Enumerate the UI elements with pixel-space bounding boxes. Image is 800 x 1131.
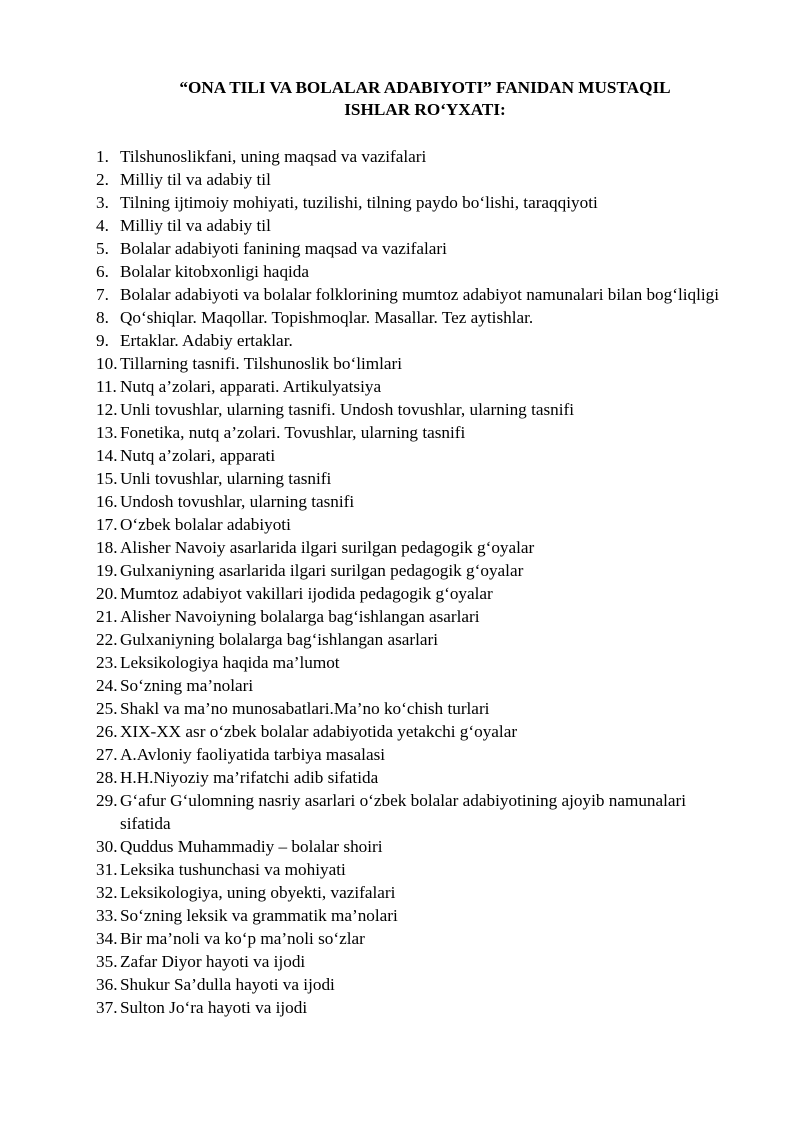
list-item-text: Tilshunoslikfani, uning maqsad va vazifalari xyxy=(120,147,427,166)
independent-work-list xyxy=(96,145,736,1019)
list-item xyxy=(96,375,736,398)
list-item xyxy=(96,168,736,191)
list-item xyxy=(96,720,736,743)
list-item-number: 19. xyxy=(96,561,118,580)
list-item-number: 28. xyxy=(96,768,118,787)
list-item-text: Shakl va ma’no munosabatlari.Ma’no ko‘chish turlari xyxy=(120,699,490,718)
list-item-number: 23. xyxy=(96,653,118,672)
list-item xyxy=(96,306,736,329)
list-item-number: 20. xyxy=(96,584,118,603)
list-item-text: Undosh tovushlar, ularning tasnifi xyxy=(120,492,355,511)
list-item-text: Tilning ijtimoiy mohiyati, tuzilishi, tilning paydo bo‘lishi, taraqqiyoti xyxy=(120,193,598,212)
list-item xyxy=(96,628,736,651)
list-item xyxy=(96,605,736,628)
list-item xyxy=(96,766,736,789)
list-item-number: 26. xyxy=(96,722,118,741)
list-item xyxy=(96,214,736,237)
list-item-text: Nutq a’zolari, apparati. Artikulyatsiya xyxy=(120,377,382,396)
list-item xyxy=(96,398,736,421)
list-item xyxy=(96,674,736,697)
list-item-text: Bolalar kitobxonligi haqida xyxy=(120,262,310,281)
list-item-text: XIX-XX asr o‘zbek bolalar adabiyotida yetakchi g‘oyalar xyxy=(120,722,518,741)
list-item-text: So‘zning leksik va grammatik ma’nolari xyxy=(120,906,398,925)
list-item-number: 2. xyxy=(96,170,109,189)
list-item-number: 11. xyxy=(96,377,117,396)
list-item-text: Leksika tushunchasi va mohiyati xyxy=(120,860,346,879)
list-item-number: 27. xyxy=(96,745,118,764)
list-item-number: 16. xyxy=(96,492,118,511)
list-item-text: G‘afur G‘ulomning nasriy asarlari o‘zbek bolalar adabiyotining ajoyib namunalari sifatida xyxy=(120,791,687,833)
list-item-text: Bolalar adabiyoti va bolalar folklorining mumtoz adabiyot namunalari bilan bog‘liqligi xyxy=(120,285,720,304)
list-item-text: Milliy til va adabiy til xyxy=(120,170,271,189)
list-item-text: H.H.Niyoziy ma’rifatchi adib sifatida xyxy=(120,768,379,787)
list-item-text: Mumtoz adabiyot vakillari ijodida pedagogik g‘oyalar xyxy=(120,584,493,603)
list-item xyxy=(96,904,736,927)
list-item-text: Gulxaniyning asarlarida ilgari surilgan pedagogik g‘oyalar xyxy=(120,561,524,580)
list-item-number: 22. xyxy=(96,630,118,649)
list-item-text: Leksikologiya haqida ma’lumot xyxy=(120,653,340,672)
list-item-text: Fonetika, nutq a’zolari. Tovushlar, ularning tasnifi xyxy=(120,423,466,442)
list-item xyxy=(96,260,736,283)
list-item-number: 21. xyxy=(96,607,118,626)
list-item xyxy=(96,858,736,881)
list-item-number: 7. xyxy=(96,285,109,304)
list-item-number: 14. xyxy=(96,446,118,465)
list-item xyxy=(96,697,736,720)
list-item-number: 35. xyxy=(96,952,118,971)
list-item xyxy=(96,513,736,536)
list-item xyxy=(96,743,736,766)
list-item-text: So‘zning ma’nolari xyxy=(120,676,254,695)
list-item xyxy=(96,651,736,674)
list-item xyxy=(96,536,736,559)
list-item xyxy=(96,559,736,582)
list-item xyxy=(96,881,736,904)
list-item xyxy=(96,283,736,306)
list-item xyxy=(96,352,736,375)
list-item-text: Sulton Jo‘ra hayoti va ijodi xyxy=(120,998,308,1017)
list-item-number: 37. xyxy=(96,998,118,1017)
list-item-number: 6. xyxy=(96,262,109,281)
list-item-text: Bolalar adabiyoti fanining maqsad va vazifalari xyxy=(120,239,447,258)
list-item-text: Alisher Navoiyning bolalarga bag‘ishlangan asarlari xyxy=(120,607,480,626)
list-item-text: Tillarning tasnifi. Tilshunoslik bo‘limlari xyxy=(120,354,403,373)
list-item xyxy=(96,490,736,513)
list-item-number: 34. xyxy=(96,929,118,948)
list-item xyxy=(96,421,736,444)
list-item-text: Zafar Diyor hayoti va ijodi xyxy=(120,952,306,971)
list-item-text: Shukur Sa’dulla hayoti va ijodi xyxy=(120,975,335,994)
list-item xyxy=(96,835,736,858)
list-item-text: Gulxaniyning bolalarga bag‘ishlangan asarlari xyxy=(120,630,439,649)
list-item-number: 30. xyxy=(96,837,118,856)
list-item-text: A.Avloniy faoliyatida tarbiya masalasi xyxy=(120,745,386,764)
list-item-number: 10. xyxy=(96,354,118,373)
list-item xyxy=(96,996,736,1019)
list-item-number: 18. xyxy=(96,538,118,557)
list-item-text: O‘zbek bolalar adabiyoti xyxy=(120,515,291,534)
list-item-text: Alisher Navoiy asarlarida ilgari surilgan pedagogik g‘oyalar xyxy=(120,538,535,557)
list-item xyxy=(96,191,736,214)
list-item xyxy=(96,973,736,996)
list-item-text: Unli tovushlar, ularning tasnifi. Undosh tovushlar, ularning tasnifi xyxy=(120,400,575,419)
list-item-text: Milliy til va adabiy til xyxy=(120,216,271,235)
list-item xyxy=(96,582,736,605)
list-item-number: 33. xyxy=(96,906,118,925)
list-item xyxy=(96,927,736,950)
list-item-number: 13. xyxy=(96,423,118,442)
list-item-number: 31. xyxy=(96,860,118,879)
list-item-number: 24. xyxy=(96,676,118,695)
list-item xyxy=(96,329,736,352)
list-item-number: 29. xyxy=(96,791,118,810)
list-item-number: 12. xyxy=(96,400,118,419)
list-item-number: 4. xyxy=(96,216,109,235)
title-line-1: “ONA TILI VA BOLALAR ADABIYOTI” FANIDAN MUSTAQIL xyxy=(179,78,671,97)
list-item xyxy=(96,467,736,490)
list-item xyxy=(96,145,736,168)
list-item-text: Quddus Muhammadiy – bolalar shoiri xyxy=(120,837,383,856)
list-item-number: 25. xyxy=(96,699,118,718)
list-item-text: Unli tovushlar, ularning tasnifi xyxy=(120,469,332,488)
list-item-number: 5. xyxy=(96,239,109,258)
document-title xyxy=(130,77,720,121)
list-item-number: 8. xyxy=(96,308,109,327)
list-item-number: 1. xyxy=(96,147,109,166)
list-item-number: 3. xyxy=(96,193,109,212)
list-item-text: Bir ma’noli va ko‘p ma’noli so‘zlar xyxy=(120,929,365,948)
list-item-number: 36. xyxy=(96,975,118,994)
title-line-2: ISHLAR RO‘YXATI: xyxy=(344,100,506,119)
list-item-text: Nutq a’zolari, apparati xyxy=(120,446,276,465)
list-item-text: Ertaklar. Adabiy ertaklar. xyxy=(120,331,293,350)
list-item-number: 17. xyxy=(96,515,118,534)
list-item-text: Leksikologiya, uning obyekti, vazifalari xyxy=(120,883,396,902)
list-item xyxy=(96,237,736,260)
list-item xyxy=(96,950,736,973)
list-item-text: Qo‘shiqlar. Maqollar. Topishmoqlar. Masallar. Tez aytishlar. xyxy=(120,308,534,327)
list-item-number: 32. xyxy=(96,883,118,902)
list-item xyxy=(96,789,736,835)
list-item xyxy=(96,444,736,467)
list-item-number: 9. xyxy=(96,331,109,350)
list-item-number: 15. xyxy=(96,469,118,488)
